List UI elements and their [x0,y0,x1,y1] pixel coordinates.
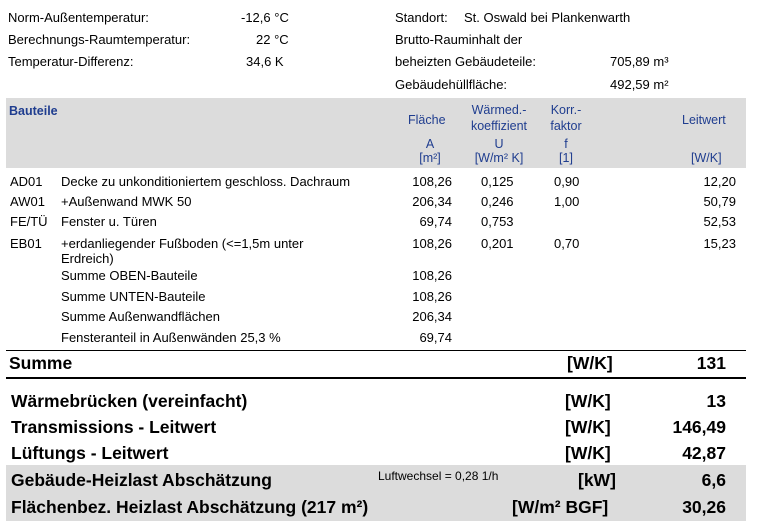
row-desc: +erdanliegender Fußboden (<=1,5m unter [61,236,304,251]
header-waerme-2: koeffizient [470,119,528,133]
row-u: 0,201 [481,236,514,251]
header-leitwert-unit: [W/K] [691,151,722,165]
waermebruecken-value: 13 [706,391,726,411]
room-temp-value: 22 °C [256,32,289,47]
row-leitwert: 12,20 [703,174,736,189]
sum-label: Summe OBEN-Bauteile [61,268,198,283]
standort-label: Standort: [395,10,448,25]
room-temp-label: Berechnungs-Raumtemperatur: [8,32,191,47]
sum-value: 108,26 [412,289,452,304]
row-desc-cont: Erdreich) [61,251,114,266]
lueftung-label: Lüftungs - Leitwert [11,443,169,463]
transmission-label: Transmissions - Leitwert [11,417,217,437]
summe-value: 131 [696,353,726,373]
row-code: AD01 [10,174,43,189]
row-u: 0,753 [481,214,514,229]
row-code: AW01 [10,194,45,209]
sum-label: Fensteranteil in Außenwänden 25,3 % [61,330,281,345]
waermebruecken-unit: [W/K] [565,391,611,411]
summe-label: Summe [9,353,73,373]
lueftung-value: 42,87 [682,443,726,463]
sum-value: 108,26 [412,268,452,283]
norm-temp-label: Norm-Außentemperatur: [8,10,149,25]
volume-value: 705,89 m³ [610,54,669,69]
row-desc: Fenster u. Türen [61,214,157,229]
header-flaeche: Fläche [408,113,446,127]
row-leitwert: 50,79 [703,194,736,209]
heizlast-unit: [kW] [578,470,616,490]
header-flaeche-sym: A [425,137,435,151]
transmission-value: 146,49 [672,417,726,437]
flaechen-heizlast-label: Flächenbez. Heizlast Abschätzung (217 m²) [11,497,369,517]
row-area: 108,26 [412,236,452,251]
header-flaeche-unit: [m²] [419,151,441,165]
heizlast-label: Gebäude-Heizlast Abschätzung [11,470,272,490]
row-u: 0,246 [481,194,514,209]
sum-label: Summe Außenwandflächen [61,309,220,324]
header-waerme-sym: U [494,137,504,151]
header-waerme-1: Wärmed.- [471,103,527,117]
volume-label-2: beheizten Gebäudeteile: [395,54,536,69]
divider [6,377,746,379]
row-u: 0,125 [481,174,514,189]
header-korr-unit: [1] [559,151,573,165]
volume-label-1: Brutto-Rauminhalt der [395,32,523,47]
header-korr-1: Korr.- [550,103,582,117]
row-area: 206,34 [412,194,452,209]
transmission-unit: [W/K] [565,417,611,437]
row-f: 1,00 [554,194,580,209]
flaechen-heizlast-value: 30,26 [682,497,726,517]
area-label: Gebäudehüllfläche: [395,77,508,92]
row-desc: +Außenwand MWK 50 [61,194,192,209]
temp-diff-value: 34,6 K [246,54,284,69]
header-leitwert: Leitwert [682,113,726,127]
sum-label: Summe UNTEN-Bauteile [61,289,206,304]
table-header [6,98,746,168]
sum-value: 69,74 [419,330,452,345]
standort-value: St. Oswald bei Plankenwarth [464,10,631,25]
flaechen-heizlast-unit: [W/m² BGF] [512,497,609,517]
temp-diff-label: Temperatur-Differenz: [8,54,134,69]
area-value: 492,59 m² [610,77,669,92]
summe-unit: [W/K] [567,353,613,373]
header-waerme-unit: [W/m² K] [474,151,524,165]
row-leitwert: 52,53 [703,214,736,229]
row-desc: Decke zu unkonditioniertem geschloss. Dachraum [61,174,351,189]
header-bauteile: Bauteile [9,104,58,118]
header-korr-sym: f [564,137,568,151]
row-f: 0,90 [554,174,580,189]
norm-temp-value: -12,6 °C [241,10,289,25]
heizlast-value: 6,6 [701,470,726,490]
luftwechsel-note: Luftwechsel = 0,28 1/h [378,469,499,483]
lueftung-unit: [W/K] [565,443,611,463]
row-leitwert: 15,23 [703,236,736,251]
row-code: FE/TÜ [10,214,48,229]
sum-value: 206,34 [412,309,452,324]
row-f: 0,70 [554,236,580,251]
row-area: 108,26 [412,174,452,189]
header-korr-2: faktor [550,119,582,133]
row-code: EB01 [10,236,42,251]
row-area: 69,74 [419,214,452,229]
waermebruecken-label: Wärmebrücken (vereinfacht) [11,391,248,411]
divider [6,350,746,351]
